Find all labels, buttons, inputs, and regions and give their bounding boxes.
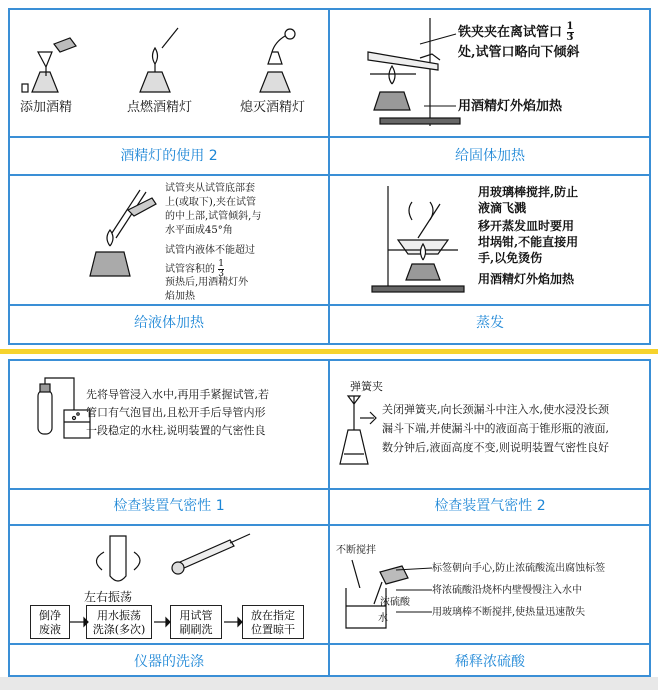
fraction-den: 3 (566, 32, 574, 43)
caption-washing: 仪器的洗涤 (134, 654, 204, 670)
caption-dilute-acid: 稀释浓硫酸 (455, 654, 525, 670)
heat-liquid-note-2b-text: 试管容积的 (165, 264, 215, 275)
step-light-lamp: 点燃酒精灯 (127, 100, 193, 115)
caption-alcohol-lamp: 酒精灯的使用 2 (120, 148, 218, 164)
evaporation-note-1 (478, 184, 578, 216)
bottom-row-divider-1 (8, 488, 651, 490)
add-alcohol-icon (22, 38, 76, 92)
airtight-check-1-line-1: 先将导管浸入水中,再用手紧握试管,若 (86, 388, 269, 401)
airtight-check-2-text (382, 400, 609, 457)
heat-solid-note-1a: 铁夹夹在离试管口 (458, 25, 563, 40)
evaporation-note-2 (478, 218, 578, 266)
heat-liquid-note-3-line-2: 焰加热 (165, 291, 195, 302)
caption-heat-liquid: 给液体加热 (134, 315, 204, 331)
heat-liquid-note-3 (165, 276, 248, 304)
airtight-check-2-illustration (338, 390, 388, 470)
fraction-den-liquid: 3 (218, 269, 224, 279)
dilute-note-2: 将浓硫酸沿烧杯内壁慢慢注入水中 (432, 585, 582, 596)
water-label: 水 (378, 613, 388, 624)
dilute-pointer-lines (396, 566, 436, 626)
step-add-alcohol: 添加酒精 (20, 100, 73, 115)
airtight-check-2-line-1: 关闭弹簧夹,向长颈漏斗中注入水,使水浸没长颈 (382, 403, 609, 416)
heat-liquid-note-1-line-1: 试管夹从试管底部套 (165, 183, 255, 194)
bottom-strip (0, 677, 658, 690)
top-row-divider-2 (8, 174, 651, 176)
top-row-divider-3 (8, 304, 651, 306)
bottom-row-divider-3 (8, 643, 651, 645)
washing-arrows (68, 617, 368, 627)
evaporation-note-2-line-1: 移开蒸发皿时要用 (478, 219, 575, 233)
dilute-note-3: 用玻璃棒不断搅拌,使热量迅速散失 (432, 607, 586, 618)
evaporation-illustration (368, 180, 468, 300)
airtight-check-1-text (86, 386, 326, 440)
evaporation-note-1-line-2: 液滴飞溅 (478, 201, 527, 215)
bottom-row-divider-2 (8, 524, 651, 526)
heat-liquid-note-2a: 试管内液体不能超过 (165, 245, 255, 256)
heat-solid-note-2: 用酒精灯外焰加热 (458, 99, 563, 114)
airtight-check-1-line-3: 一段稳定的水柱,说明装置的气密性良 (86, 424, 266, 437)
heat-liquid-illustration (90, 180, 160, 300)
shake-label: 左右振荡 (84, 590, 133, 604)
heat-liquid-note-1-line-2: 上(或取下),夹在试管 (165, 197, 256, 208)
heat-solid-note-1b: 处,试管口略向下倾斜 (458, 45, 580, 60)
heat-liquid-note-1-line-3: 的中上部,试管倾斜,与 (165, 211, 262, 222)
evaporation-note-2-line-3: 手,以免烫伤 (478, 251, 543, 265)
airtight-check-1-line-2: 管口有气泡冒出,且松开手后导管内形 (86, 406, 266, 419)
evaporation-note-1-line-1: 用玻璃棒搅拌,防止 (478, 185, 579, 199)
airtight-check-2-line-3: 数分钟后,液面高度不变,则说明装置气密性良好 (382, 441, 609, 454)
washing-step-4: 放在指定 位置晾干 (242, 605, 304, 639)
heat-liquid-note-3-line-1: 预热后,用酒精灯外 (165, 277, 249, 288)
stir-label: 不断搅拌 (336, 545, 376, 556)
extinguish-lamp-icon (260, 29, 295, 92)
heat-liquid-note-1 (165, 182, 261, 238)
heat-liquid-note-1-line-4: 水平面成45°角 (165, 225, 233, 236)
caption-heat-solid: 给固体加热 (455, 148, 525, 164)
top-row-divider-1 (8, 136, 651, 138)
airtight-check-2-line-2: 漏斗下端,并使漏斗中的液面高于锥形瓶的液面, (382, 422, 609, 435)
washing-step-1: 倒净 废液 (30, 605, 70, 639)
caption-airtight-check-2: 检查装置气密性 2 (434, 498, 546, 514)
acid-label: 浓硫酸 (380, 597, 410, 608)
spring-clip-label: 弹簧夹 (350, 380, 383, 393)
washing-step-2: 用水振荡 洗涤(多次) (86, 605, 152, 639)
evaporation-note-2-line-2: 坩埚钳,不能直接用 (478, 235, 579, 249)
fraction-num: 1 (566, 21, 574, 32)
fraction-num-liquid: 1 (218, 259, 224, 269)
heat-solid-pointer-lines (420, 30, 480, 130)
section-divider (0, 349, 658, 354)
washing-step-3: 用试管 刷刷洗 (170, 605, 222, 639)
dilute-note-1: 标签朝向手心,防止浓硫酸流出腐蚀标签 (432, 563, 606, 574)
light-lamp-icon (140, 28, 178, 92)
bottom-vertical-divider (328, 359, 330, 677)
evaporation-note-3: 用酒精灯外焰加热 (478, 272, 575, 286)
caption-airtight-check-1: 检查装置气密性 1 (113, 498, 225, 514)
caption-evaporation: 蒸发 (476, 315, 504, 331)
step-extinguish-lamp: 熄灭酒精灯 (240, 100, 306, 115)
fraction-one-third (567, 22, 574, 43)
